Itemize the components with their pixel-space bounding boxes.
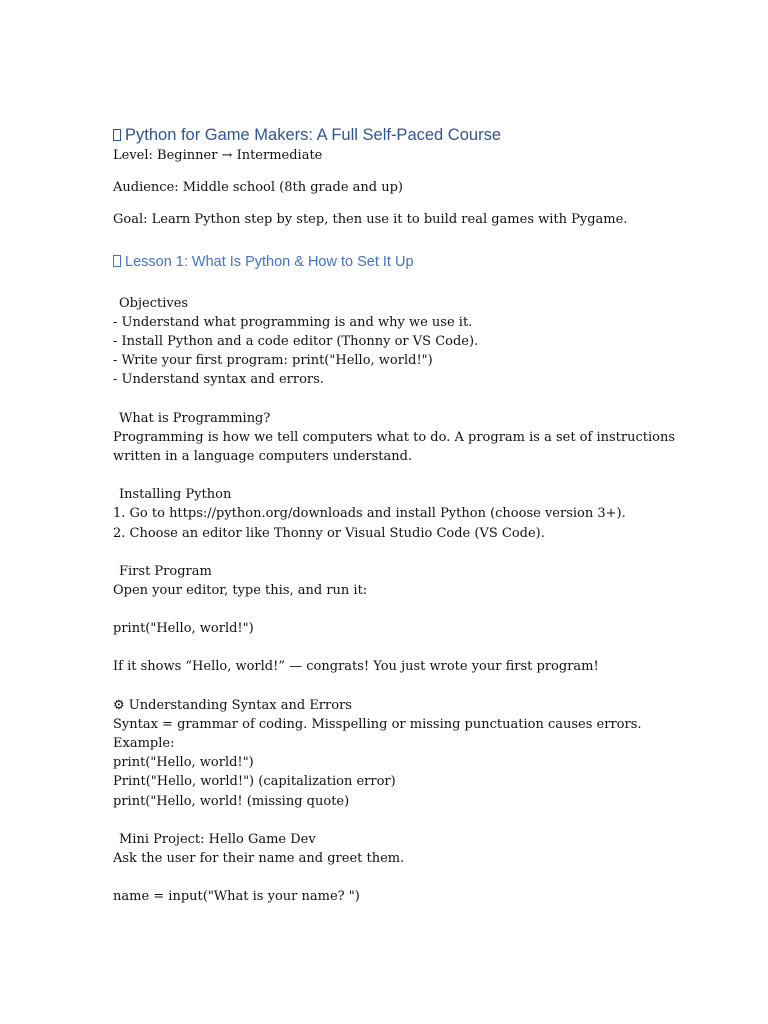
installing-step: 2. Choose an editor like Thonny or Visual Studio Code (VS Code).: [113, 525, 545, 541]
first-program-result: If it shows “Hello, world!” — congrats! You just wrote your first program!: [113, 659, 599, 675]
what-is-programming-text: written in a language computers understand.: [113, 449, 413, 465]
gear-icon: ⚙: [113, 697, 125, 713]
mini-project-intro: Ask the user for their name and greet them.: [113, 851, 405, 867]
document-body: [113, 124, 676, 906]
syntax-line: print("Hello, world!"): [113, 755, 254, 771]
syntax-title-text: Understanding Syntax and Errors: [128, 697, 352, 713]
first-program-code: print("Hello, world!"): [113, 621, 254, 637]
syntax-line: Syntax = grammar of coding. Misspelling or missing punctuation causes errors.: [113, 716, 642, 732]
lesson-1-heading: [113, 252, 673, 272]
objective-item: - Understand syntax and errors.: [113, 372, 324, 388]
level-line: Level: Beginner → Intermediate: [113, 148, 323, 163]
missing-glyph-icon: [113, 255, 121, 267]
missing-glyph-icon: [113, 129, 121, 141]
first-program-title: First Program: [119, 563, 212, 579]
syntax-line: Example:: [113, 736, 175, 752]
objective-item: - Install Python and a code editor (Thonny or VS Code).: [113, 334, 479, 350]
mini-project-title: Mini Project: Hello Game Dev: [119, 831, 316, 847]
lesson-1-heading-text: Lesson 1: What Is Python & How to Set It Up: [125, 253, 414, 270]
document-title: [113, 124, 673, 146]
mini-project-code: name = input("What is your name? "): [113, 889, 360, 905]
syntax-line: print("Hello, world! (missing quote): [113, 793, 350, 809]
installing-python-title: Installing Python: [119, 487, 232, 503]
audience-line: Audience: Middle school (8th grade and up): [113, 180, 404, 196]
syntax-title: [113, 696, 673, 715]
document-title-text: Python for Game Makers: A Full Self-Paced Course: [125, 126, 501, 144]
installing-step: 1. Go to https://python.org/downloads and install Python (choose version 3+).: [113, 506, 626, 522]
objectives-title: Objectives: [119, 295, 189, 311]
objective-item: - Write your first program: print("Hello, world!"): [113, 353, 433, 369]
goal-line: Goal: Learn Python step by step, then use it to build real games with Pygame.: [113, 212, 628, 228]
syntax-line: Print("Hello, world!") (capitalization error): [113, 774, 396, 790]
what-is-programming-title: What is Programming?: [119, 410, 271, 426]
objective-item: - Understand what programming is and why we use it.: [113, 314, 473, 330]
what-is-programming-text: Programming is how we tell computers what to do. A program is a set of instructions: [113, 429, 676, 445]
first-program-intro: Open your editor, type this, and run it:: [113, 583, 368, 599]
